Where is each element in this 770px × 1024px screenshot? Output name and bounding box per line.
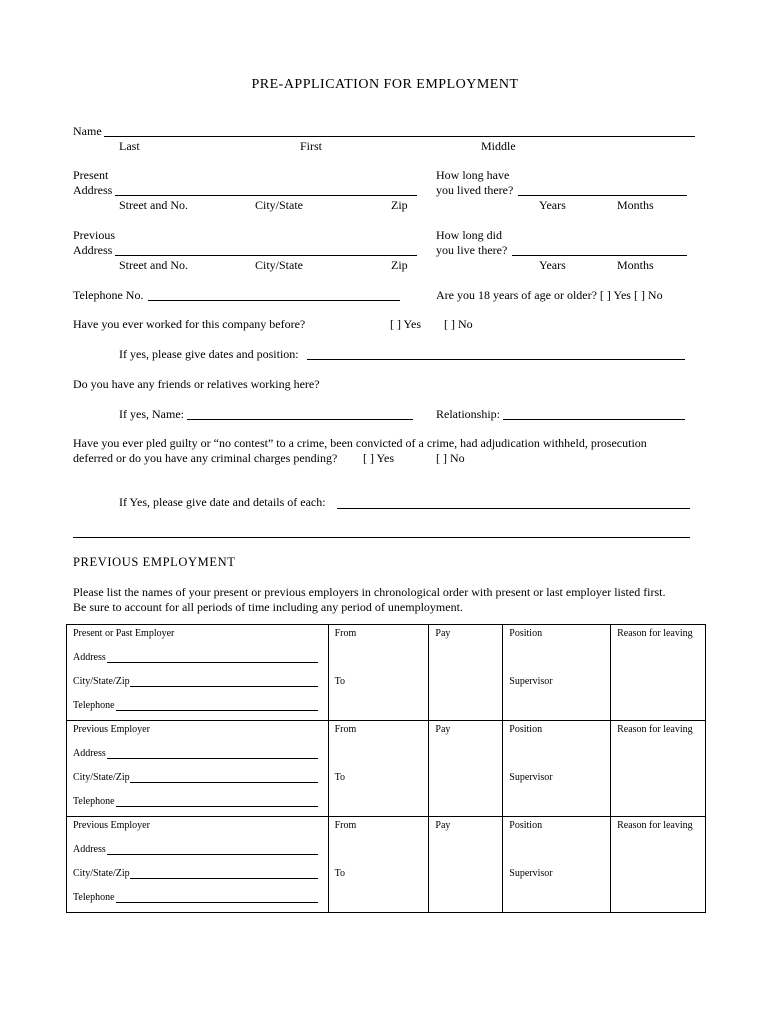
page-title: PRE-APPLICATION FOR EMPLOYMENT [251, 77, 519, 92]
employer-city-field[interactable] [130, 782, 318, 783]
previous-employment-heading: PREVIOUS EMPLOYMENT [73, 555, 236, 569]
employment-row [67, 625, 706, 721]
previous-street-caption: Street and No. [119, 258, 188, 272]
reason-label: Reason for leaving [617, 724, 693, 735]
pay-label: Pay [435, 820, 451, 831]
position-label: Position [509, 820, 543, 831]
employer-address-field[interactable] [107, 854, 318, 855]
employer-address-label: Address [73, 844, 106, 855]
present-address-field[interactable] [115, 195, 417, 196]
present-years-caption: Years [539, 198, 566, 212]
employer-telephone-field[interactable] [116, 710, 318, 711]
pay-cell[interactable] [429, 625, 502, 720]
worked-dates-label: If yes, please give dates and position: [119, 347, 299, 361]
relationship-label: Relationship: [436, 407, 500, 421]
employer-city-label: City/State/Zip [73, 772, 130, 783]
present-city-caption: City/State [255, 198, 303, 212]
present-howlong-label-2: you lived there? [436, 183, 514, 197]
employment-row [67, 817, 706, 913]
friends-name-label: If yes, Name: [119, 407, 184, 421]
previous-howlong-label: How long did [436, 228, 502, 242]
present-address-label-2: Address [73, 183, 113, 197]
position-label: Position [509, 628, 543, 639]
worked-before-question: Have you ever worked for this company before? [73, 317, 306, 331]
worked-before-no-checkbox[interactable]: [ ] No [444, 317, 473, 331]
employer-address-field[interactable] [107, 662, 318, 663]
criminal-details-field[interactable] [337, 508, 690, 509]
name-first-caption: First [300, 139, 323, 153]
from-label: From [334, 628, 357, 639]
employer-city-label: City/State/Zip [73, 676, 130, 687]
employer-telephone-label: Telephone [73, 700, 115, 711]
present-address-label: Present [73, 168, 109, 182]
position-cell[interactable] [503, 721, 610, 816]
name-last-caption: Last [119, 139, 140, 153]
name-field[interactable] [104, 136, 695, 137]
employer-telephone-field[interactable] [116, 902, 318, 903]
position-cell[interactable] [503, 817, 610, 912]
criminal-question-line-2: deferred or do you have any criminal charges pending? [73, 451, 338, 465]
pay-cell[interactable] [429, 721, 502, 816]
to-label: To [334, 868, 345, 879]
previous-howlong-label-2: you live there? [436, 243, 508, 257]
previous-months-caption: Months [617, 258, 654, 272]
present-months-caption: Months [617, 198, 654, 212]
criminal-details-field-2[interactable] [73, 537, 690, 538]
previous-city-caption: City/State [255, 258, 303, 272]
employer-city-label: City/State/Zip [73, 868, 130, 879]
relationship-field[interactable] [503, 419, 685, 420]
previous-zip-caption: Zip [391, 258, 408, 272]
supervisor-label: Supervisor [509, 868, 553, 879]
present-street-caption: Street and No. [119, 198, 188, 212]
employment-row [67, 721, 706, 817]
present-zip-caption: Zip [391, 198, 408, 212]
to-label: To [334, 772, 345, 783]
employer-telephone-field[interactable] [116, 806, 318, 807]
previous-address-field[interactable] [115, 255, 417, 256]
name-middle-caption: Middle [481, 139, 516, 153]
employer-cell[interactable] [67, 625, 328, 720]
employer-address-field[interactable] [107, 758, 318, 759]
pay-label: Pay [435, 724, 451, 735]
reason-cell[interactable] [611, 625, 705, 720]
position-label: Position [509, 724, 543, 735]
employer-address-label: Address [73, 652, 106, 663]
present-howlong-label: How long have [436, 168, 510, 182]
supervisor-label: Supervisor [509, 676, 553, 687]
pay-label: Pay [435, 628, 451, 639]
dates-cell[interactable] [329, 625, 429, 720]
dates-cell[interactable] [329, 721, 429, 816]
name-label: Name [73, 124, 102, 138]
employer-telephone-label: Telephone [73, 892, 115, 903]
dates-cell[interactable] [329, 817, 429, 912]
criminal-no-checkbox[interactable]: [ ] No [436, 451, 465, 465]
age-question[interactable]: Are you 18 years of age or older? [ ] Yes [ ] No [436, 288, 663, 302]
employer-address-label: Address [73, 748, 106, 759]
from-label: From [334, 820, 357, 831]
present-howlong-field[interactable] [518, 195, 687, 196]
reason-cell[interactable] [611, 817, 705, 912]
friends-name-field[interactable] [187, 419, 413, 420]
employer-label: Previous Employer [73, 820, 150, 831]
from-label: From [334, 724, 357, 735]
previous-address-label: Previous [73, 228, 115, 242]
worked-before-yes-checkbox[interactable]: [ ] Yes [390, 317, 422, 331]
previous-years-caption: Years [539, 258, 566, 272]
supervisor-label: Supervisor [509, 772, 553, 783]
employer-city-field[interactable] [130, 686, 318, 687]
worked-dates-field[interactable] [307, 359, 685, 360]
employer-cell[interactable] [67, 817, 328, 912]
pay-cell[interactable] [429, 817, 502, 912]
friends-question: Do you have any friends or relatives working here? [73, 377, 320, 391]
previous-howlong-field[interactable] [512, 255, 687, 256]
employer-cell[interactable] [67, 721, 328, 816]
criminal-yes-checkbox[interactable]: [ ] Yes [363, 451, 395, 465]
employment-instructions-1: Please list the names of your present or previous employers in chronological order with present or last employer listed first. [73, 585, 666, 599]
employment-instructions-2: Be sure to account for all periods of time including any period of unemployment. [73, 600, 463, 614]
reason-label: Reason for leaving [617, 628, 693, 639]
reason-cell[interactable] [611, 721, 705, 816]
telephone-label: Telephone No. [73, 288, 144, 302]
criminal-details-label: If Yes, please give date and details of each: [119, 495, 326, 509]
employer-label: Previous Employer [73, 724, 150, 735]
criminal-question-line-1: Have you ever pled guilty or “no contest” to a crime, been convicted of a crime, had adjudication withheld, prosecution [73, 436, 647, 450]
employment-table [66, 624, 706, 913]
reason-label: Reason for leaving [617, 820, 693, 831]
position-cell[interactable] [503, 625, 610, 720]
to-label: To [334, 676, 345, 687]
previous-address-label-2: Address [73, 243, 113, 257]
telephone-field[interactable] [148, 300, 400, 301]
employer-label: Present or Past Employer [73, 628, 175, 639]
employer-telephone-label: Telephone [73, 796, 115, 807]
employer-city-field[interactable] [130, 878, 318, 879]
